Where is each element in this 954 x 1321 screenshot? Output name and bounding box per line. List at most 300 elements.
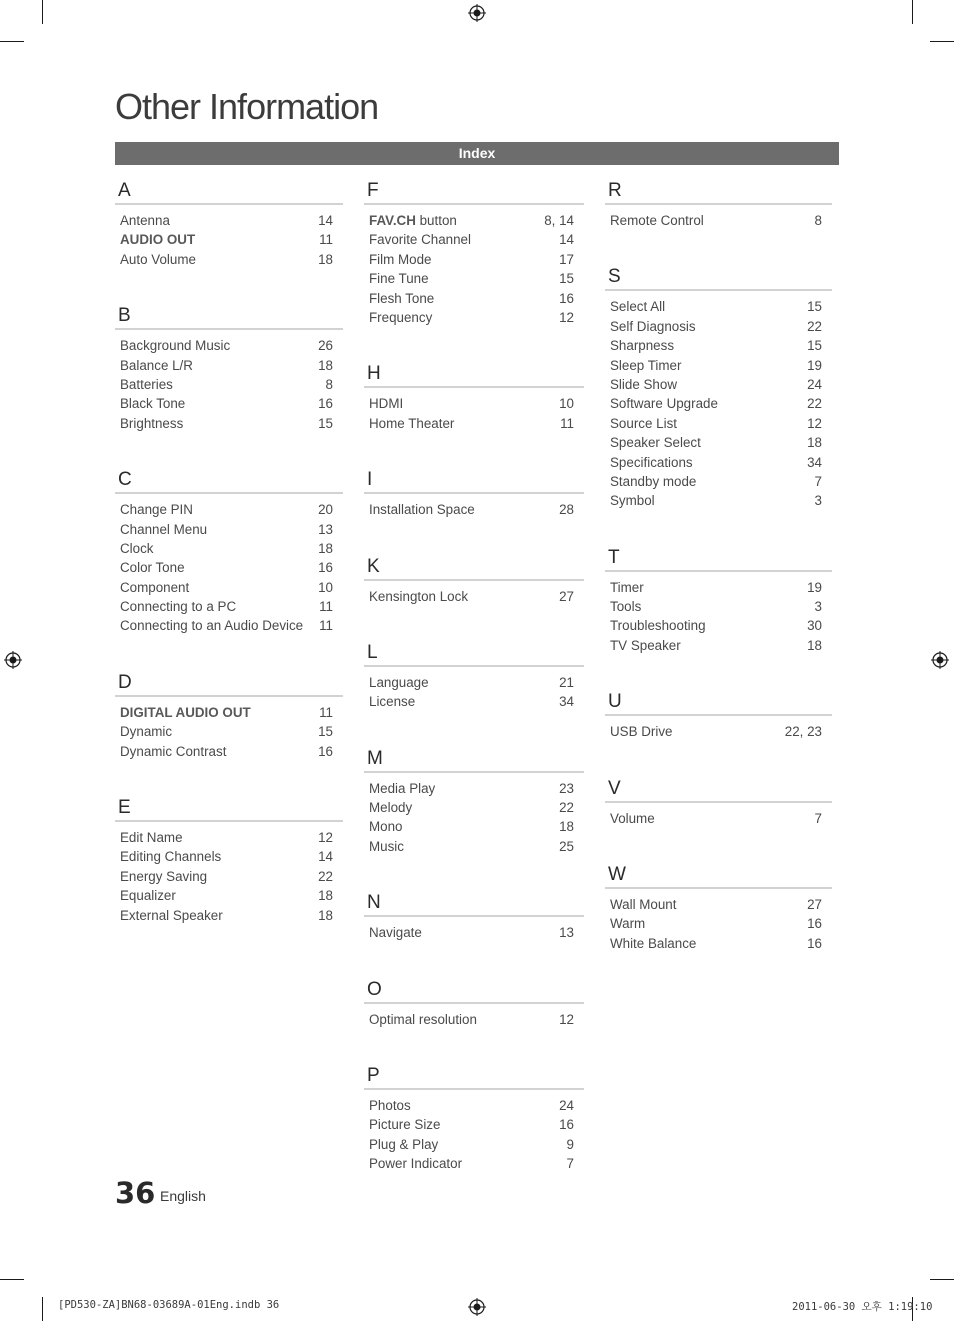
entry-label xyxy=(610,472,696,491)
entry-label xyxy=(369,1115,440,1134)
entry-label-text: Black Tone xyxy=(120,396,186,412)
entry-label xyxy=(120,250,196,269)
index-entry xyxy=(115,906,343,925)
entry-label-text: Sharpness xyxy=(610,338,675,354)
entry-label-text: Frequency xyxy=(369,309,433,325)
entry-label-text: Slide Show xyxy=(610,376,677,392)
entry-pages: 8 xyxy=(325,376,333,392)
entry-pages: 24 xyxy=(807,376,822,392)
index-entry xyxy=(115,722,343,741)
section-letter: O xyxy=(364,977,584,1004)
section-letter: T xyxy=(605,545,832,572)
entry-label-text: Media Play xyxy=(369,780,436,796)
entry-label-text: Auto Volume xyxy=(120,251,196,267)
entry-label xyxy=(610,453,693,472)
entry-label-text: Favorite Channel xyxy=(369,232,471,248)
section-letter: A xyxy=(115,178,343,205)
entry-pages: 12 xyxy=(559,309,574,325)
entry-label xyxy=(369,923,422,942)
index-entry xyxy=(605,394,832,413)
entry-label xyxy=(610,336,674,355)
entry-label-text: Software Upgrade xyxy=(610,396,718,412)
entry-pages: 7 xyxy=(814,810,822,826)
entry-label-text: USB Drive xyxy=(610,724,673,740)
index-section xyxy=(115,178,343,269)
entry-pages: 14 xyxy=(559,232,574,248)
index-entry xyxy=(364,211,584,230)
entry-pages: 34 xyxy=(807,454,822,470)
entry-pages: 16 xyxy=(807,935,822,951)
entry-pages: 18 xyxy=(318,540,333,556)
entry-label xyxy=(369,500,475,519)
index-entry xyxy=(115,500,343,519)
entry-label xyxy=(610,809,655,828)
entry-label-text: Remote Control xyxy=(610,213,704,228)
entry-pages: 12 xyxy=(807,415,822,431)
entry-label-text: Warm xyxy=(610,916,646,932)
index-entry xyxy=(364,1135,584,1154)
entry-pages: 15 xyxy=(559,271,574,287)
entry-label xyxy=(369,798,412,817)
entry-list xyxy=(605,722,832,741)
index-entry xyxy=(115,828,343,847)
entry-list xyxy=(115,828,343,925)
entry-label xyxy=(610,597,641,616)
entry-pages: 10 xyxy=(559,396,574,412)
index-entry xyxy=(115,336,343,355)
index-section xyxy=(364,361,584,433)
entry-label-text: Component xyxy=(120,579,190,595)
entry-label-text: Color Tone xyxy=(120,560,185,576)
entry-pages: 28 xyxy=(559,502,574,518)
entry-list xyxy=(115,211,343,269)
entry-label-text: Volume xyxy=(610,810,655,826)
crop-mark-icon xyxy=(930,1279,954,1280)
section-letter: C xyxy=(115,467,343,494)
entry-pages: 20 xyxy=(318,502,333,518)
entry-label-text: Troubleshooting xyxy=(610,618,706,634)
entry-label xyxy=(610,375,677,394)
index-entry xyxy=(605,472,832,491)
crop-mark-icon xyxy=(42,0,43,24)
entry-label-text: Clock xyxy=(120,540,154,556)
entry-label xyxy=(120,578,189,597)
entry-label xyxy=(120,847,221,866)
index-entry xyxy=(115,539,343,558)
section-letter: R xyxy=(605,178,832,205)
entry-label xyxy=(610,914,645,933)
registration-mark-icon xyxy=(931,651,949,669)
entry-label-text: FAV.CH xyxy=(369,213,416,228)
index-entry xyxy=(605,616,832,635)
index-entry xyxy=(605,375,832,394)
section-letter: P xyxy=(364,1063,584,1090)
entry-pages: 34 xyxy=(559,694,574,710)
entry-label-text: Picture Size xyxy=(369,1117,441,1133)
entry-label-text: Connecting to an Audio Device xyxy=(120,618,304,634)
index-entry xyxy=(115,520,343,539)
index-entry xyxy=(605,597,832,616)
entry-pages: 22 xyxy=(807,396,822,412)
entry-list xyxy=(364,211,584,327)
index-entry xyxy=(364,230,584,249)
entry-label-text: Antenna xyxy=(120,213,170,228)
entry-list xyxy=(115,336,343,433)
index-entry xyxy=(115,211,343,230)
entry-label-text: Mono xyxy=(369,819,403,835)
page-language: English xyxy=(160,1188,206,1204)
index-entry xyxy=(115,394,343,413)
crop-mark-icon xyxy=(912,0,913,24)
entry-label-text: Plug & Play xyxy=(369,1136,439,1152)
index-entry xyxy=(115,375,343,394)
index-entry xyxy=(364,1154,584,1173)
index-entry xyxy=(605,895,832,914)
page-number: 36 xyxy=(115,1176,156,1210)
index-entry xyxy=(364,250,584,269)
index-entry xyxy=(364,837,584,856)
entry-label-suffix: button xyxy=(415,213,457,228)
entry-label xyxy=(120,336,230,355)
crop-mark-icon xyxy=(0,41,24,42)
entry-label xyxy=(369,673,429,692)
index-entry xyxy=(364,779,584,798)
entry-pages: 21 xyxy=(559,674,574,690)
entry-pages: 8 xyxy=(814,213,822,228)
entry-label xyxy=(369,779,435,798)
index-entry xyxy=(605,356,832,375)
index-entry xyxy=(115,597,343,616)
entry-label-text: Tools xyxy=(610,599,642,615)
entry-label xyxy=(369,1135,438,1154)
entry-label-text: Background Music xyxy=(120,338,231,354)
entry-pages: 7 xyxy=(814,473,822,489)
index-entry xyxy=(115,867,343,886)
index-section xyxy=(364,1063,584,1174)
section-letter: S xyxy=(605,264,832,291)
entry-label xyxy=(120,828,183,847)
entry-label xyxy=(120,356,193,375)
entry-list xyxy=(364,1096,584,1174)
entry-label-text: Energy Saving xyxy=(120,868,208,884)
entry-label xyxy=(369,394,403,413)
entry-label xyxy=(369,817,403,836)
entry-label xyxy=(120,520,207,539)
entry-pages: 18 xyxy=(318,251,333,267)
entry-label-text: Self Diagnosis xyxy=(610,318,696,334)
index-section xyxy=(605,545,832,656)
index-entry xyxy=(364,289,584,308)
entry-label xyxy=(369,1010,477,1029)
entry-label xyxy=(120,867,207,886)
index-entry xyxy=(115,414,343,433)
entry-label xyxy=(120,742,226,761)
index-entry xyxy=(605,297,832,316)
entry-pages: 13 xyxy=(559,925,574,941)
index-section xyxy=(605,689,832,741)
entry-label-text: White Balance xyxy=(610,935,697,951)
entry-list xyxy=(364,779,584,857)
index-entry xyxy=(364,394,584,413)
entry-label xyxy=(120,722,172,741)
entry-label-text: Connecting to a PC xyxy=(120,599,237,615)
section-letter: F xyxy=(364,178,584,205)
entry-label xyxy=(369,587,468,606)
entry-label-text: Select All xyxy=(610,299,666,315)
entry-label xyxy=(369,230,471,249)
entry-label-text: Equalizer xyxy=(120,888,176,904)
index-entry xyxy=(364,692,584,711)
entry-pages: 22 xyxy=(559,800,574,816)
entry-label xyxy=(369,837,404,856)
index-section xyxy=(115,670,343,761)
index-entry xyxy=(605,211,832,230)
section-letter: E xyxy=(115,795,343,822)
entry-label xyxy=(369,308,432,327)
entry-label xyxy=(610,414,677,433)
entry-pages: 27 xyxy=(559,588,574,604)
registration-mark-icon xyxy=(468,4,486,22)
entry-label-text: Edit Name xyxy=(120,830,183,846)
index-entry xyxy=(364,1010,584,1029)
entry-label-text: Optimal resolution xyxy=(369,1011,477,1027)
entry-pages: 11 xyxy=(319,599,333,615)
index-section xyxy=(364,178,584,327)
index-section xyxy=(364,977,584,1029)
entry-pages: 9 xyxy=(566,1136,574,1152)
entry-label-text: DIGITAL AUDIO OUT xyxy=(120,704,251,720)
index-entry xyxy=(115,742,343,761)
registration-mark-icon xyxy=(4,651,22,669)
entry-pages: 15 xyxy=(318,724,333,740)
entry-label xyxy=(610,356,681,375)
index-entry xyxy=(605,336,832,355)
entry-pages: 19 xyxy=(807,579,822,595)
entry-label-text: Installation Space xyxy=(369,502,475,518)
entry-label xyxy=(610,895,676,914)
entry-pages: 18 xyxy=(807,637,822,653)
entry-label-text: Flesh Tone xyxy=(369,290,435,306)
entry-label xyxy=(610,211,704,230)
index-entry xyxy=(605,809,832,828)
entry-pages: 14 xyxy=(318,849,333,865)
entry-label xyxy=(120,375,173,394)
entry-pages: 18 xyxy=(318,907,333,923)
entry-pages: 11 xyxy=(319,618,333,634)
index-section xyxy=(605,776,832,828)
entry-label-text: Navigate xyxy=(369,925,422,941)
index-entry xyxy=(115,250,343,269)
entry-pages: 27 xyxy=(807,897,822,913)
entry-label-text: AUDIO OUT xyxy=(120,232,196,248)
entry-label-text: License xyxy=(369,694,416,710)
entry-label-text: Kensington Lock xyxy=(369,588,469,604)
entry-label xyxy=(369,414,454,433)
entry-list xyxy=(605,578,832,656)
entry-label xyxy=(120,616,303,635)
entry-list xyxy=(364,587,584,606)
entry-label xyxy=(610,616,706,635)
entry-pages: 19 xyxy=(807,357,822,373)
index-entry xyxy=(364,817,584,836)
entry-label-text: Editing Channels xyxy=(120,849,222,865)
entry-label xyxy=(120,500,193,519)
entry-pages: 30 xyxy=(807,618,822,634)
entry-label-text: Fine Tune xyxy=(369,271,429,287)
section-letter: I xyxy=(364,467,584,494)
entry-label xyxy=(120,597,236,616)
entry-label-text: Source List xyxy=(610,415,677,431)
entry-pages: 13 xyxy=(318,521,333,537)
entry-pages: 7 xyxy=(566,1156,574,1172)
entry-list xyxy=(364,500,584,519)
entry-pages: 12 xyxy=(318,830,333,846)
entry-label-text: Language xyxy=(369,674,429,690)
index-section xyxy=(364,554,584,606)
index-entry xyxy=(605,433,832,452)
entry-label-text: External Speaker xyxy=(120,907,223,923)
entry-label xyxy=(120,230,195,249)
index-entry xyxy=(364,673,584,692)
section-letter: L xyxy=(364,640,584,667)
entry-label-text: Standby mode xyxy=(610,473,697,489)
entry-label xyxy=(120,906,223,925)
crop-mark-icon xyxy=(930,41,954,42)
index-entry xyxy=(364,1096,584,1115)
entry-pages: 26 xyxy=(318,338,333,354)
index-section xyxy=(364,640,584,712)
entry-list xyxy=(115,703,343,761)
entry-list xyxy=(605,297,832,510)
entry-pages: 18 xyxy=(559,819,574,835)
entry-pages: 16 xyxy=(318,396,333,412)
index-entry xyxy=(115,703,343,722)
index-entry xyxy=(605,722,832,741)
index-entry xyxy=(364,587,584,606)
index-entry xyxy=(364,500,584,519)
entry-pages: 15 xyxy=(807,299,822,315)
entry-pages: 16 xyxy=(318,743,333,759)
index-entry xyxy=(364,798,584,817)
entry-label-text: Timer xyxy=(610,579,644,595)
page-title: Other Information xyxy=(115,86,379,127)
entry-pages: 18 xyxy=(318,357,333,373)
entry-label-text: Batteries xyxy=(120,376,173,392)
entry-label-text: Photos xyxy=(369,1098,411,1114)
entry-pages: 24 xyxy=(559,1098,574,1114)
entry-label xyxy=(120,211,170,230)
entry-label xyxy=(610,433,701,452)
section-letter: M xyxy=(364,746,584,773)
index-entry xyxy=(364,414,584,433)
entry-list xyxy=(605,895,832,953)
entry-label xyxy=(610,297,665,316)
entry-label xyxy=(120,414,183,433)
entry-pages: 25 xyxy=(559,838,574,854)
section-letter: D xyxy=(115,670,343,697)
entry-list xyxy=(605,211,832,230)
entry-pages: 17 xyxy=(559,251,574,267)
index-entry xyxy=(115,886,343,905)
index-entry xyxy=(605,414,832,433)
index-section xyxy=(364,467,584,519)
index-entry xyxy=(115,230,343,249)
entry-label-text: Power Indicator xyxy=(369,1156,463,1172)
entry-label-text: Dynamic xyxy=(120,724,173,740)
index-entry xyxy=(115,578,343,597)
entry-label-text: Channel Menu xyxy=(120,521,208,537)
entry-label xyxy=(610,491,655,510)
entry-label-text: Specifications xyxy=(610,454,693,470)
entry-pages: 22 xyxy=(807,318,822,334)
entry-pages: 16 xyxy=(559,1117,574,1133)
entry-label xyxy=(610,722,673,741)
index-section xyxy=(605,264,832,510)
index-entry xyxy=(605,636,832,655)
entry-label-text: TV Speaker xyxy=(610,637,681,653)
index-entry xyxy=(115,847,343,866)
entry-pages: 10 xyxy=(318,579,333,595)
entry-label xyxy=(369,250,432,269)
entry-label xyxy=(610,394,718,413)
section-letter: K xyxy=(364,554,584,581)
index-section xyxy=(115,467,343,636)
entry-pages: 22, 23 xyxy=(784,724,822,740)
section-letter: W xyxy=(605,862,832,889)
index-entry xyxy=(605,317,832,336)
entry-label xyxy=(610,317,696,336)
entry-pages: 11 xyxy=(319,704,333,720)
entry-label-text: Music xyxy=(369,838,404,854)
entry-label xyxy=(120,558,185,577)
entry-pages: 3 xyxy=(814,493,822,509)
section-letter: B xyxy=(115,303,343,330)
crop-mark-icon xyxy=(42,1297,43,1321)
index-section xyxy=(605,178,832,230)
entry-pages: 16 xyxy=(807,916,822,932)
entry-label-text: Change PIN xyxy=(120,502,193,518)
entry-list xyxy=(605,809,832,828)
entry-list xyxy=(364,1010,584,1029)
entry-label-text: Balance L/R xyxy=(120,357,193,373)
entry-label-text: Wall Mount xyxy=(610,897,677,913)
index-entry xyxy=(115,558,343,577)
entry-label-text: Symbol xyxy=(610,493,655,509)
entry-label xyxy=(369,692,415,711)
entry-pages: 16 xyxy=(318,560,333,576)
entry-label-text: Speaker Select xyxy=(610,435,701,451)
section-letter: H xyxy=(364,361,584,388)
entry-pages: 15 xyxy=(807,338,822,354)
index-entry xyxy=(364,1115,584,1134)
index-section xyxy=(115,303,343,433)
index-column-middle xyxy=(364,178,584,1208)
entry-pages: 11 xyxy=(560,415,574,431)
registration-mark-icon xyxy=(468,1298,486,1316)
index-section xyxy=(364,890,584,942)
index-entry xyxy=(364,269,584,288)
entry-label xyxy=(120,886,176,905)
index-section xyxy=(115,795,343,925)
index-entry xyxy=(605,934,832,953)
index-entry xyxy=(605,578,832,597)
print-slug-date: 2011-06-30 오후 1:19:10 xyxy=(792,1301,933,1313)
entry-pages: 14 xyxy=(318,213,333,228)
entry-pages: 16 xyxy=(559,290,574,306)
section-letter: V xyxy=(605,776,832,803)
entry-label-text: Home Theater xyxy=(369,415,455,431)
entry-label xyxy=(120,394,185,413)
